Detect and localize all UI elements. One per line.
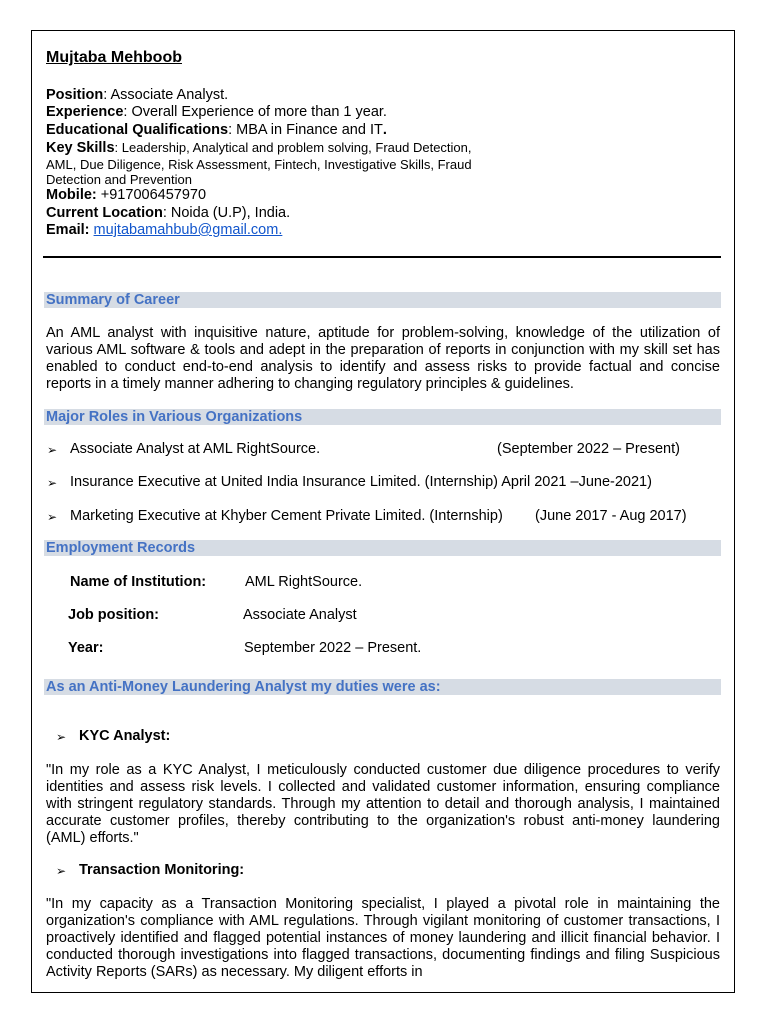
- education-label: Educational Qualifications: [46, 122, 229, 138]
- education-line: [46, 122, 387, 139]
- position-line: [46, 87, 228, 104]
- role-item-1: Associate Analyst at AML RightSource.: [70, 441, 321, 457]
- email-link[interactable]: mujtabamahbub@gmail.com.: [93, 222, 283, 238]
- skills-line-3: Detection and Prevention: [46, 172, 192, 187]
- year-value: September 2022 – Present.: [244, 640, 422, 656]
- role-item-2: Insurance Executive at United India Insurance Limited. (Internship) April 2021 –June-2021): [70, 474, 652, 490]
- bullet-arrow-icon: ➢: [47, 443, 58, 457]
- position-label: Position: [46, 87, 104, 103]
- summary-heading: Summary of Career: [44, 292, 721, 308]
- kyc-text: "In my role as a KYC Analyst, I meticulously conducted customer due diligence procedures to verify identities and assess risk levels. I collected and validated customer information, ensuring compliance with stringent regulatory standards. Through my attention to detail and thorough analysis, I maintained accurate customer profiles, thereby contributing to the organization's robust anti-money laundering (AML) efforts.": [46, 762, 720, 846]
- transaction-monitoring-text: "In my capacity as a Transaction Monitoring specialist, I played a pivotal role in maintaining the organization's compliance with AML regulations. Through vigilant monitoring of customer transactions, I proactively identified and flagged potential instances of money laundering and illicit financial behavior. I conducted thorough investigations into flagged transactions, documenting findings and filing Suspicious Activity Reports (SARs) as necessary. My diligent efforts in: [46, 896, 720, 980]
- email-line: [46, 222, 282, 239]
- header-divider: [43, 256, 721, 258]
- bullet-arrow-icon: ➢: [47, 510, 58, 524]
- kyc-title: KYC Analyst:: [79, 728, 171, 744]
- roles-heading: Major Roles in Various Organizations: [44, 409, 721, 425]
- skills-label: Key Skills: [46, 140, 115, 156]
- job-position-label: Job position:: [68, 607, 160, 623]
- position-value: : Associate Analyst.: [103, 87, 229, 103]
- employment-heading: Employment Records: [44, 540, 721, 556]
- education-value: : MBA in Finance and IT: [228, 122, 383, 138]
- location-line: [46, 205, 290, 222]
- role-item-1-date: (September 2022 – Present): [497, 441, 680, 457]
- mobile-value: +917006457970: [96, 187, 207, 203]
- location-value: : Noida (U.P), India.: [162, 205, 291, 221]
- email-label: Email:: [46, 222, 90, 238]
- experience-value: : Overall Experience of more than 1 year.: [123, 104, 387, 120]
- role-item-3: Marketing Executive at Khyber Cement Private Limited. (Internship): [70, 508, 503, 524]
- skills-line-2: AML, Due Diligence, Risk Assessment, Fintech, Investigative Skills, Fraud: [46, 157, 472, 172]
- summary-text: An AML analyst with inquisitive nature, aptitude for problem-solving, knowledge of the utilization of various AML software & tools and adept in the preparation of reports in conjunction with my skill set has enabled to conduct end-to-end analysis to identify and assess risks to provide factual and concise reports in a timely manner adhering to changing regulatory principles & guidelines.: [46, 325, 720, 392]
- bullet-arrow-icon: ➢: [56, 864, 67, 878]
- institution-value: AML RightSource.: [245, 574, 363, 590]
- transaction-monitoring-title: Transaction Monitoring:: [79, 862, 245, 878]
- institution-label: Name of Institution:: [70, 574, 207, 590]
- mobile-line: [46, 187, 206, 204]
- bullet-arrow-icon: ➢: [56, 730, 67, 744]
- duties-heading: As an Anti-Money Laundering Analyst my duties were as:: [44, 679, 721, 695]
- experience-line: [46, 104, 387, 121]
- year-label: Year:: [68, 640, 104, 656]
- candidate-name: Mujtaba Mehboob: [46, 49, 182, 66]
- mobile-label: Mobile:: [46, 187, 97, 203]
- location-label: Current Location: [46, 205, 163, 221]
- education-end: .: [382, 122, 387, 138]
- skills-line-1: [46, 139, 472, 157]
- experience-label: Experience: [46, 104, 124, 120]
- job-position-value: Associate Analyst: [243, 607, 357, 623]
- role-item-3-date: (June 2017 - Aug 2017): [535, 508, 687, 524]
- bullet-arrow-icon: ➢: [47, 476, 58, 490]
- skills-value-1: : Leadership, Analytical and problem solving, Fraud Detection,: [114, 140, 472, 155]
